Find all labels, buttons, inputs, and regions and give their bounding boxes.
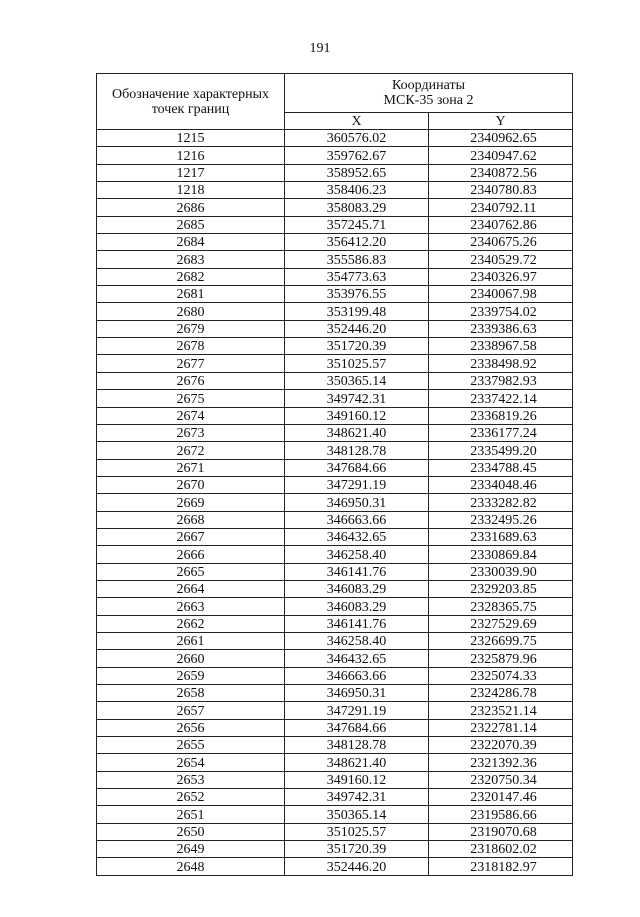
point-id-cell: 2648	[97, 858, 285, 875]
y-coordinate-cell: 2322070.39	[429, 737, 573, 754]
table-row	[97, 251, 573, 268]
y-coordinate-cell: 2337422.14	[429, 390, 573, 407]
table-row	[97, 546, 573, 563]
x-coordinate-cell: 358406.23	[285, 182, 429, 199]
y-coordinate-cell: 2319586.66	[429, 806, 573, 823]
table-row	[97, 823, 573, 840]
x-coordinate-cell: 351720.39	[285, 841, 429, 858]
table-row	[97, 234, 573, 251]
x-coordinate-cell: 348128.78	[285, 442, 429, 459]
point-id-cell: 1217	[97, 164, 285, 181]
point-id-cell: 2652	[97, 789, 285, 806]
table-header	[97, 74, 573, 130]
table-row	[97, 563, 573, 580]
x-coordinate-cell: 352446.20	[285, 858, 429, 875]
y-coordinate-cell: 2322781.14	[429, 719, 573, 736]
table-row	[97, 320, 573, 337]
point-id-cell: 2686	[97, 199, 285, 216]
table-row	[97, 494, 573, 511]
table-row	[97, 130, 573, 147]
y-coordinate-cell: 2325074.33	[429, 667, 573, 684]
point-id-cell: 2662	[97, 615, 285, 632]
table-row	[97, 754, 573, 771]
table-row	[97, 789, 573, 806]
point-id-cell: 2651	[97, 806, 285, 823]
table-row	[97, 216, 573, 233]
table-row	[97, 580, 573, 597]
y-coordinate-cell: 2340872.56	[429, 164, 573, 181]
table-body	[97, 130, 573, 876]
point-id-cell: 2666	[97, 546, 285, 563]
x-coordinate-cell: 358952.65	[285, 164, 429, 181]
y-coordinate-cell: 2326699.75	[429, 632, 573, 649]
y-coordinate-cell: 2318602.02	[429, 841, 573, 858]
x-coordinate-cell: 346950.31	[285, 494, 429, 511]
point-id-cell: 2668	[97, 511, 285, 528]
table-row	[97, 737, 573, 754]
y-coordinate-cell: 2340962.65	[429, 130, 573, 147]
table-row	[97, 355, 573, 372]
y-coordinate-cell: 2320750.34	[429, 771, 573, 788]
table-row	[97, 424, 573, 441]
table-row	[97, 407, 573, 424]
x-coordinate-cell: 346258.40	[285, 546, 429, 563]
y-coordinate-cell: 2329203.85	[429, 580, 573, 597]
table-row	[97, 286, 573, 303]
point-id-cell: 2654	[97, 754, 285, 771]
point-id-cell: 2683	[97, 251, 285, 268]
point-id-cell: 2681	[97, 286, 285, 303]
y-coordinate-cell: 2328365.75	[429, 598, 573, 615]
point-id-cell: 2685	[97, 216, 285, 233]
y-coordinate-cell: 2339386.63	[429, 320, 573, 337]
point-id-cell: 1218	[97, 182, 285, 199]
point-id-cell: 2679	[97, 320, 285, 337]
point-id-cell: 2660	[97, 650, 285, 667]
x-coordinate-cell: 351025.57	[285, 823, 429, 840]
table-row	[97, 858, 573, 875]
y-coordinate-cell: 2340326.97	[429, 268, 573, 285]
table-row	[97, 199, 573, 216]
point-id-cell: 2674	[97, 407, 285, 424]
y-coordinate-cell: 2334788.45	[429, 459, 573, 476]
y-coordinate-cell: 2340067.98	[429, 286, 573, 303]
table-row	[97, 268, 573, 285]
table-row	[97, 372, 573, 389]
table-row	[97, 598, 573, 615]
table-row	[97, 719, 573, 736]
point-designation-header: Обозначение характерных точек границ	[97, 74, 285, 130]
point-id-cell: 2669	[97, 494, 285, 511]
point-id-cell: 2659	[97, 667, 285, 684]
y-coordinate-cell: 2338498.92	[429, 355, 573, 372]
x-coordinate-cell: 353199.48	[285, 303, 429, 320]
y-coordinate-cell: 2319070.68	[429, 823, 573, 840]
x-coordinate-cell: 346663.66	[285, 511, 429, 528]
y-coordinate-cell: 2340780.83	[429, 182, 573, 199]
y-coordinate-cell: 2320147.46	[429, 789, 573, 806]
point-id-cell: 2671	[97, 459, 285, 476]
coordinates-header	[285, 74, 573, 113]
point-id-cell: 2656	[97, 719, 285, 736]
table-row	[97, 650, 573, 667]
x-coordinate-cell: 349160.12	[285, 407, 429, 424]
y-coordinate-cell: 2324286.78	[429, 685, 573, 702]
table-row	[97, 442, 573, 459]
point-id-cell: 2658	[97, 685, 285, 702]
table-row	[97, 806, 573, 823]
y-coordinate-cell: 2335499.20	[429, 442, 573, 459]
table-row	[97, 476, 573, 493]
x-coordinate-cell: 348621.40	[285, 424, 429, 441]
x-coordinate-cell: 347291.19	[285, 702, 429, 719]
table-row	[97, 632, 573, 649]
x-column-header: X	[285, 113, 429, 130]
x-coordinate-cell: 360576.02	[285, 130, 429, 147]
coordinates-table	[96, 73, 573, 876]
y-coordinate-cell: 2330869.84	[429, 546, 573, 563]
y-coordinate-cell: 2340947.62	[429, 147, 573, 164]
x-coordinate-cell: 346432.65	[285, 528, 429, 545]
x-coordinate-cell: 350365.14	[285, 806, 429, 823]
table-row	[97, 147, 573, 164]
table-row	[97, 702, 573, 719]
point-id-cell: 2672	[97, 442, 285, 459]
table-row	[97, 303, 573, 320]
point-id-cell: 2663	[97, 598, 285, 615]
y-column-header: Y	[429, 113, 573, 130]
point-id-cell: 2650	[97, 823, 285, 840]
table-row	[97, 511, 573, 528]
x-coordinate-cell: 346950.31	[285, 685, 429, 702]
x-coordinate-cell: 357245.71	[285, 216, 429, 233]
x-coordinate-cell: 347684.66	[285, 459, 429, 476]
x-coordinate-cell: 355586.83	[285, 251, 429, 268]
point-id-cell: 2667	[97, 528, 285, 545]
table-row	[97, 685, 573, 702]
x-coordinate-cell: 346141.76	[285, 615, 429, 632]
x-coordinate-cell: 346083.29	[285, 580, 429, 597]
x-coordinate-cell: 346141.76	[285, 563, 429, 580]
x-coordinate-cell: 346432.65	[285, 650, 429, 667]
x-coordinate-cell: 356412.20	[285, 234, 429, 251]
x-coordinate-cell: 346258.40	[285, 632, 429, 649]
x-coordinate-cell: 346663.66	[285, 667, 429, 684]
x-coordinate-cell: 350365.14	[285, 372, 429, 389]
point-id-cell: 2675	[97, 390, 285, 407]
x-coordinate-cell: 349160.12	[285, 771, 429, 788]
y-coordinate-cell: 2321392.36	[429, 754, 573, 771]
point-id-cell: 2680	[97, 303, 285, 320]
y-coordinate-cell: 2318182.97	[429, 858, 573, 875]
x-coordinate-cell: 349742.31	[285, 789, 429, 806]
y-coordinate-cell: 2340792.11	[429, 199, 573, 216]
point-id-cell: 2664	[97, 580, 285, 597]
table-row	[97, 841, 573, 858]
point-id-cell: 2653	[97, 771, 285, 788]
point-id-cell: 2657	[97, 702, 285, 719]
point-id-cell: 2676	[97, 372, 285, 389]
x-coordinate-cell: 352446.20	[285, 320, 429, 337]
table-row	[97, 338, 573, 355]
table-row	[97, 771, 573, 788]
y-coordinate-cell: 2330039.90	[429, 563, 573, 580]
page-number: 191	[309, 41, 331, 56]
y-coordinate-cell: 2340529.72	[429, 251, 573, 268]
x-coordinate-cell: 349742.31	[285, 390, 429, 407]
point-id-cell: 2665	[97, 563, 285, 580]
y-coordinate-cell: 2327529.69	[429, 615, 573, 632]
x-coordinate-cell: 354773.63	[285, 268, 429, 285]
x-coordinate-cell: 351720.39	[285, 338, 429, 355]
x-coordinate-cell: 359762.67	[285, 147, 429, 164]
point-id-cell: 2649	[97, 841, 285, 858]
x-coordinate-cell: 351025.57	[285, 355, 429, 372]
point-id-cell: 1215	[97, 130, 285, 147]
point-id-cell: 2673	[97, 424, 285, 441]
point-id-cell: 2682	[97, 268, 285, 285]
x-coordinate-cell: 348621.40	[285, 754, 429, 771]
table-row	[97, 528, 573, 545]
y-coordinate-cell: 2340675.26	[429, 234, 573, 251]
y-coordinate-cell: 2336177.24	[429, 424, 573, 441]
y-coordinate-cell: 2340762.86	[429, 216, 573, 233]
point-id-cell: 2661	[97, 632, 285, 649]
point-id-cell: 2684	[97, 234, 285, 251]
x-coordinate-cell: 348128.78	[285, 737, 429, 754]
x-coordinate-cell: 353976.55	[285, 286, 429, 303]
table-row	[97, 667, 573, 684]
y-coordinate-cell: 2339754.02	[429, 303, 573, 320]
table-row	[97, 390, 573, 407]
y-coordinate-cell: 2333282.82	[429, 494, 573, 511]
table-row	[97, 459, 573, 476]
y-coordinate-cell: 2325879.96	[429, 650, 573, 667]
x-coordinate-cell: 347291.19	[285, 476, 429, 493]
table-row	[97, 615, 573, 632]
x-coordinate-cell: 347684.66	[285, 719, 429, 736]
y-coordinate-cell: 2338967.58	[429, 338, 573, 355]
coordinates-header-title: Координаты	[392, 78, 465, 93]
point-id-cell: 2655	[97, 737, 285, 754]
y-coordinate-cell: 2337982.93	[429, 372, 573, 389]
y-coordinate-cell: 2331689.63	[429, 528, 573, 545]
point-id-cell: 2677	[97, 355, 285, 372]
y-coordinate-cell: 2323521.14	[429, 702, 573, 719]
point-id-cell: 2678	[97, 338, 285, 355]
x-coordinate-cell: 346083.29	[285, 598, 429, 615]
table-row	[97, 164, 573, 181]
x-coordinate-cell: 358083.29	[285, 199, 429, 216]
table-row	[97, 182, 573, 199]
y-coordinate-cell: 2332495.26	[429, 511, 573, 528]
point-id-cell: 2670	[97, 476, 285, 493]
y-coordinate-cell: 2334048.46	[429, 476, 573, 493]
coordinate-system-label: МСК-35 зона 2	[383, 93, 474, 108]
y-coordinate-cell: 2336819.26	[429, 407, 573, 424]
point-id-cell: 1216	[97, 147, 285, 164]
